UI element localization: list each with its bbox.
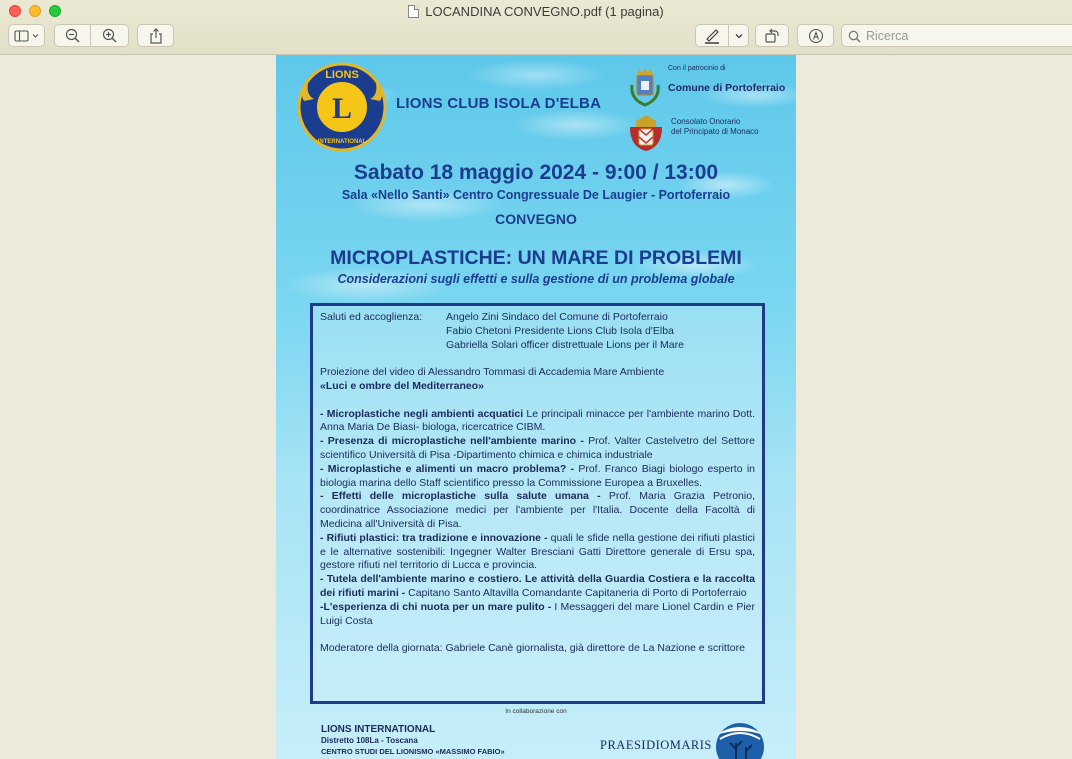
monaco-crest-icon <box>628 113 664 153</box>
lions-logo-bottom-text: INTERNATIONAL <box>317 139 367 145</box>
program-box <box>310 303 765 704</box>
saluti-item: Angelo Zini Sindaco del Comune di Portoferraio <box>446 311 668 323</box>
lions-logo-top-text: LIONS <box>325 69 359 81</box>
zoom-out-button[interactable] <box>54 24 91 47</box>
search-input[interactable] <box>866 27 1066 45</box>
pdf-document-icon <box>408 5 419 18</box>
pen-icon <box>703 28 721 44</box>
chevron-down-icon <box>734 32 744 40</box>
patronage-label: Con il patrocinio di <box>668 65 726 72</box>
talk-text: Prof. Franco Biagi biologo esperto in biologia marina dello Staff scientifico presso la Commissione Europea a Bruxelles. <box>320 462 756 489</box>
sidebar-toggle-button[interactable] <box>8 24 45 47</box>
pdf-page <box>276 55 796 759</box>
talk-item <box>320 490 755 531</box>
lions-logo-letter: L <box>331 92 353 125</box>
club-name: LIONS CLUB ISOLA D'ELBA <box>396 95 602 112</box>
saluti-item: Gabriella Solari officer distrettuale Lions per il Mare <box>446 338 684 351</box>
search-field[interactable] <box>841 24 1072 47</box>
talk-item <box>320 408 755 436</box>
portoferraio-crest-icon <box>628 65 662 107</box>
markup-menu-button[interactable] <box>729 24 749 47</box>
event-type: CONVEGNO <box>495 211 577 227</box>
zoom-in-icon <box>102 28 118 44</box>
talk-item <box>320 532 755 573</box>
event-title: MICROPLASTICHE: UN MARE DI PROBLEMI <box>330 247 742 269</box>
zoom-in-button[interactable] <box>91 24 129 47</box>
district-label: Distretto 108La - Toscana <box>321 736 418 745</box>
rotate-button[interactable] <box>755 24 789 47</box>
talk-item <box>320 463 755 491</box>
title-bar <box>0 0 1072 55</box>
talk-text: Prof. Maria Grazia Petronio, coordinatrice Associazione medici per l'ambiente per l'Italia. Docente della Facoltà di Medicina all'Università di Pisa. <box>320 490 755 530</box>
annotate-icon <box>808 28 824 44</box>
saluti-row <box>320 311 755 352</box>
event-subtitle: Considerazioni sugli effetti e sulla gestione di un problema globale <box>337 272 735 286</box>
search-icon <box>848 30 861 43</box>
zoom-out-icon <box>65 28 81 44</box>
moderator-line: Moderatore della giornata: Gabriele Canè giornalista, già direttore de La Nazione e scrittore <box>320 642 745 655</box>
talk-text: I Messaggeri del mare Lionel Cardin e Pier Luigi Costa <box>320 600 755 627</box>
talk-item <box>320 601 755 629</box>
talk-item <box>320 573 755 601</box>
event-venue: Sala «Nello Santi» Centro Congressuale De Laugier - Portoferraio <box>341 188 731 202</box>
talk-item <box>320 435 755 463</box>
sidebar-icon <box>14 30 40 42</box>
talk-text: quali le sfide nella gestione dei rifiuti plastici e le alternative sostenibili: Ingegner Walter Bresciani Gatti Direttore generale di Ersu spa, gestore rifiuti nel territorio di Lucca e provincia. <box>320 531 755 572</box>
talk-text: Le principali minacce per l'ambiente marino Dott. Anna Maria De Biasi- biologa, ricercatrice CIBM. <box>320 407 755 434</box>
markup-pen-button[interactable] <box>695 24 729 47</box>
talk-title: -L'esperienza di chi nuota per un mare pulito - <box>320 600 552 613</box>
window-title-area <box>0 4 1072 19</box>
event-date: Sabato 18 maggio 2024 - 9:00 / 13:00 <box>353 161 719 184</box>
praesidiomaris-logo <box>706 713 766 759</box>
consolato-line-1: Consolato Onorario <box>671 117 741 126</box>
talk-title: - Microplastiche negli ambienti acquatici <box>320 407 524 420</box>
lions-international-label: LIONS INTERNATIONAL <box>321 724 436 735</box>
talk-title: - Microplastiche e alimenti un macro problema? - <box>320 462 575 475</box>
document-view[interactable] <box>0 55 1072 759</box>
lions-international-logo <box>296 61 388 153</box>
saluti-list <box>446 311 684 352</box>
patronage-block <box>626 61 796 151</box>
talk-title: - Presenza di microplastiche nell'ambiente marino - <box>320 435 584 448</box>
rotate-icon <box>764 28 780 44</box>
window-title: LOCANDINA CONVEGNO.pdf (1 pagina) <box>425 4 664 19</box>
saluti-item: Fabio Chetoni Presidente Lions Club Isola d'Elba <box>446 324 674 337</box>
projection-line: Proiezione del video di Alessandro Tommasi di Accademia Mare Ambiente <box>320 366 665 379</box>
talk-title: - Rifiuti plastici: tra tradizione e innovazione - <box>320 531 548 544</box>
saluti-label: Saluti ed accoglienza: <box>320 311 423 323</box>
praesidiomaris-label: PRAESIDIOMARIS <box>600 738 712 752</box>
talk-text: Capitano Santo Altavilla Comandante Capitaneria di Porto di Portoferraio <box>405 586 747 599</box>
share-icon <box>149 28 163 44</box>
talk-text: Prof. Valter Castelvetro del Settore scientifico Università di Pisa -Dipartimento chimica e chimica industriale <box>320 435 755 461</box>
patronage-comune: Comune di Portoferraio <box>668 82 786 94</box>
consolato-line-2: del Principato di Monaco <box>671 127 759 136</box>
share-button[interactable] <box>137 24 174 47</box>
centro-studi-label: CENTRO STUDI DEL LIONISMO «MASSIMO FABIO» <box>321 747 505 756</box>
annotate-button[interactable] <box>797 24 834 47</box>
talk-title: - Tutela dell'ambiente marino e costiero. Le attività della Guardia Costiera e la raccolta dei rifiuti marini - <box>320 573 755 599</box>
talk-title: - Effetti delle microplastiche sulla salute umana - <box>320 490 601 503</box>
collaboration-label: In collaborazione con <box>505 708 567 715</box>
projection-title: «Luci e ombre del Mediterraneo» <box>320 379 484 392</box>
